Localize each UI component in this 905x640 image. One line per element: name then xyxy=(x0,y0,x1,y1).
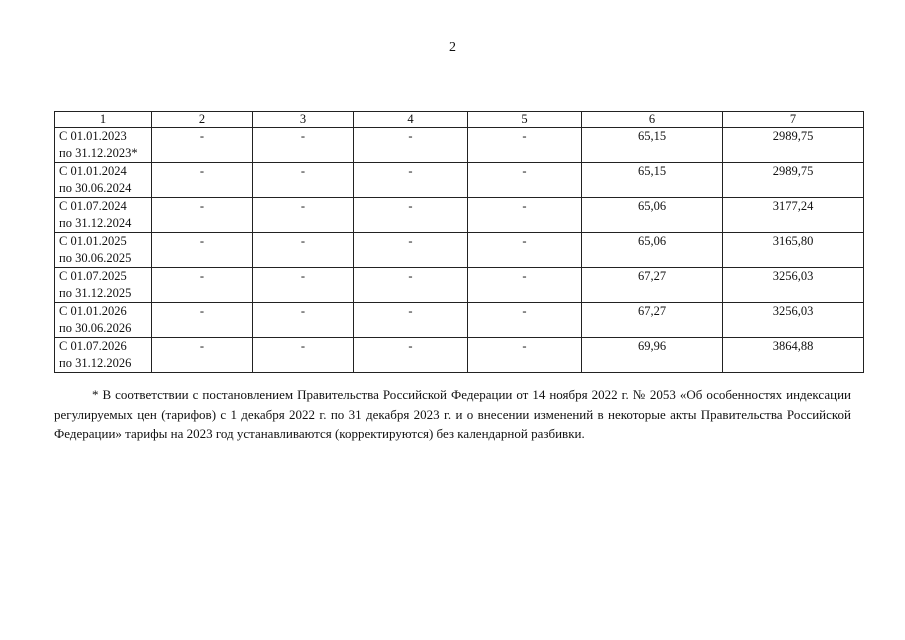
period-start: С 01.07.2025 xyxy=(59,269,127,283)
value-cell: 3177,24 xyxy=(723,198,864,233)
period-cell xyxy=(55,338,152,373)
value-cell: - xyxy=(468,163,582,198)
period-end: по 31.12.2024 xyxy=(59,216,132,230)
period-cell xyxy=(55,128,152,163)
column-header: 1 xyxy=(55,112,152,128)
value-cell: - xyxy=(152,128,253,163)
value-cell: - xyxy=(354,198,468,233)
value-cell: - xyxy=(253,303,354,338)
value-cell: - xyxy=(354,303,468,338)
period-cell xyxy=(55,233,152,268)
value-cell: - xyxy=(354,268,468,303)
period-end: по 30.06.2024 xyxy=(59,181,132,195)
table-header-row xyxy=(55,112,864,128)
value-cell: 2989,75 xyxy=(723,163,864,198)
tariff-table xyxy=(54,111,864,373)
value-cell: 2989,75 xyxy=(723,128,864,163)
value-cell: - xyxy=(468,338,582,373)
value-cell: 3256,03 xyxy=(723,268,864,303)
period-start: С 01.01.2024 xyxy=(59,164,127,178)
column-header: 4 xyxy=(354,112,468,128)
period-end: по 31.12.2026 xyxy=(59,356,132,370)
value-cell: 67,27 xyxy=(582,303,723,338)
value-cell: - xyxy=(468,233,582,268)
value-cell: - xyxy=(354,338,468,373)
value-cell: - xyxy=(253,233,354,268)
table-row xyxy=(55,198,864,233)
value-cell: 65,06 xyxy=(582,233,723,268)
column-header: 2 xyxy=(152,112,253,128)
period-start: С 01.01.2025 xyxy=(59,234,127,248)
value-cell: - xyxy=(253,198,354,233)
table-row xyxy=(55,233,864,268)
value-cell: - xyxy=(253,338,354,373)
value-cell: 67,27 xyxy=(582,268,723,303)
column-header: 6 xyxy=(582,112,723,128)
value-cell: - xyxy=(468,268,582,303)
value-cell: - xyxy=(468,198,582,233)
column-header: 3 xyxy=(253,112,354,128)
period-end: по 31.12.2023* xyxy=(59,146,138,160)
column-header: 7 xyxy=(723,112,864,128)
value-cell: 65,15 xyxy=(582,163,723,198)
value-cell: - xyxy=(152,268,253,303)
value-cell: - xyxy=(152,303,253,338)
value-cell: - xyxy=(354,163,468,198)
period-end: по 30.06.2026 xyxy=(59,321,132,335)
value-cell: - xyxy=(468,128,582,163)
table-row xyxy=(55,163,864,198)
value-cell: 65,06 xyxy=(582,198,723,233)
period-end: по 30.06.2025 xyxy=(59,251,132,265)
value-cell: - xyxy=(152,338,253,373)
value-cell: 65,15 xyxy=(582,128,723,163)
period-cell xyxy=(55,268,152,303)
value-cell: - xyxy=(253,268,354,303)
period-cell xyxy=(55,163,152,198)
value-cell: - xyxy=(152,163,253,198)
table-row xyxy=(55,303,864,338)
footnote: * В соответствии с постановлением Правительства Российской Федерации от 14 ноября 2022 г. № 2053 «Об особенностях индексации регулируемых цен (тарифов) с 1 декабря 2022 г. по 31 декабря 2023 г. и о внесении изменений в некоторые акты Правительства Российской Федерации» тарифы на 2023 год устанавливаются (корректируются) без календарной разбивки. xyxy=(54,387,851,441)
page-number: 2 xyxy=(449,40,456,55)
value-cell: - xyxy=(152,233,253,268)
value-cell: 3165,80 xyxy=(723,233,864,268)
period-end: по 31.12.2025 xyxy=(59,286,132,300)
value-cell: - xyxy=(152,198,253,233)
table-row xyxy=(55,268,864,303)
value-cell: - xyxy=(354,233,468,268)
table-row xyxy=(55,338,864,373)
value-cell: 69,96 xyxy=(582,338,723,373)
period-start: С 01.07.2024 xyxy=(59,199,127,213)
period-cell xyxy=(55,198,152,233)
value-cell: - xyxy=(468,303,582,338)
table-row xyxy=(55,128,864,163)
period-cell xyxy=(55,303,152,338)
period-start: С 01.01.2026 xyxy=(59,304,127,318)
value-cell: - xyxy=(253,128,354,163)
value-cell: 3864,88 xyxy=(723,338,864,373)
period-start: С 01.01.2023 xyxy=(59,129,127,143)
column-header: 5 xyxy=(468,112,582,128)
period-start: С 01.07.2026 xyxy=(59,339,127,353)
value-cell: 3256,03 xyxy=(723,303,864,338)
value-cell: - xyxy=(354,128,468,163)
value-cell: - xyxy=(253,163,354,198)
